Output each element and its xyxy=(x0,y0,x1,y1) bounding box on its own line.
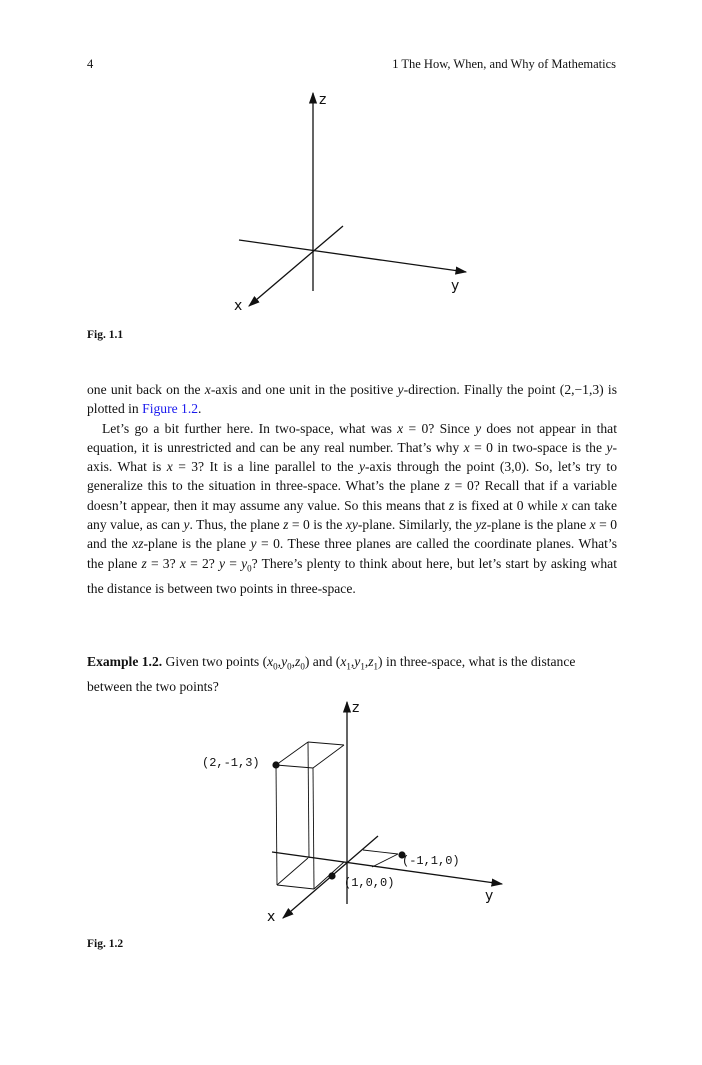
point-b-label: (-1,1,0) xyxy=(402,854,460,868)
paragraph-2: Let’s go a bit further here. In two-space, what was x = 0? Since y does not appear in that equation, it is unrestricted and can be any real number. That’s why x = 0 in two-space is the y-axis. What is x = 3? It is a line parallel to the y-axis through the point (3,0). So, let’s try to generalize this to the situation in three-space. What’s the plane z = 0? Recall that if a variable doesn’t appear, then it may assume any value. So this means that z is fixed at 0 while x can take any value, as can y. Thus, the plane z = 0 is the xy-plane. Similarly, the yz-plane is the plane x = 0 and the xz-plane is the plane y = 0. These three planes are called the coordinate planes. What’s the plane z = 3? x = 2? $y = y_0$? There’s plenty to think about here, but let’s start by asking what the distance is between two points in three-space. xyxy=(87,420,617,596)
figure-1-2-link[interactable]: Figure 1.2 xyxy=(142,401,199,417)
y-axis-label: y xyxy=(485,888,494,904)
point-c-label: (1,0,0) xyxy=(344,876,395,890)
example-label: Example 1.2. xyxy=(87,654,163,669)
x-axis-label: x xyxy=(234,298,243,314)
figure-1-1 xyxy=(0,80,702,330)
figure-1-1-caption: Fig. 1.1 xyxy=(87,329,124,341)
x-axis xyxy=(249,226,343,306)
figure-1-2 xyxy=(0,690,702,930)
example-1-2: Example 1.2. Given two points $(x_0,y_0,z_0)$ and $(x_1,y_1,z_1)$ in three-space, what is the distance between the two points? xyxy=(87,654,576,695)
figure-1-2-caption: Fig. 1.2 xyxy=(87,938,124,950)
y-axis-label: y xyxy=(451,278,460,294)
z-axis-label: z xyxy=(352,700,360,716)
body-text xyxy=(87,380,617,598)
x-axis-label: x xyxy=(267,909,276,925)
point-a-label: (2,-1,3) xyxy=(202,756,260,770)
page-number: 4 xyxy=(87,57,94,71)
y-axis xyxy=(239,240,466,272)
z-axis-label: z xyxy=(319,92,327,108)
point-1-0-0 xyxy=(328,872,335,879)
point-2-minus1-3 xyxy=(272,761,279,768)
running-title: 1 The How, When, and Why of Mathematics xyxy=(392,57,616,71)
paragraph-1: one unit back on the x-axis and one unit in the positive y-direction. Finally the point (2,−1,3) is plotted in Figure 1.2. xyxy=(87,382,617,417)
